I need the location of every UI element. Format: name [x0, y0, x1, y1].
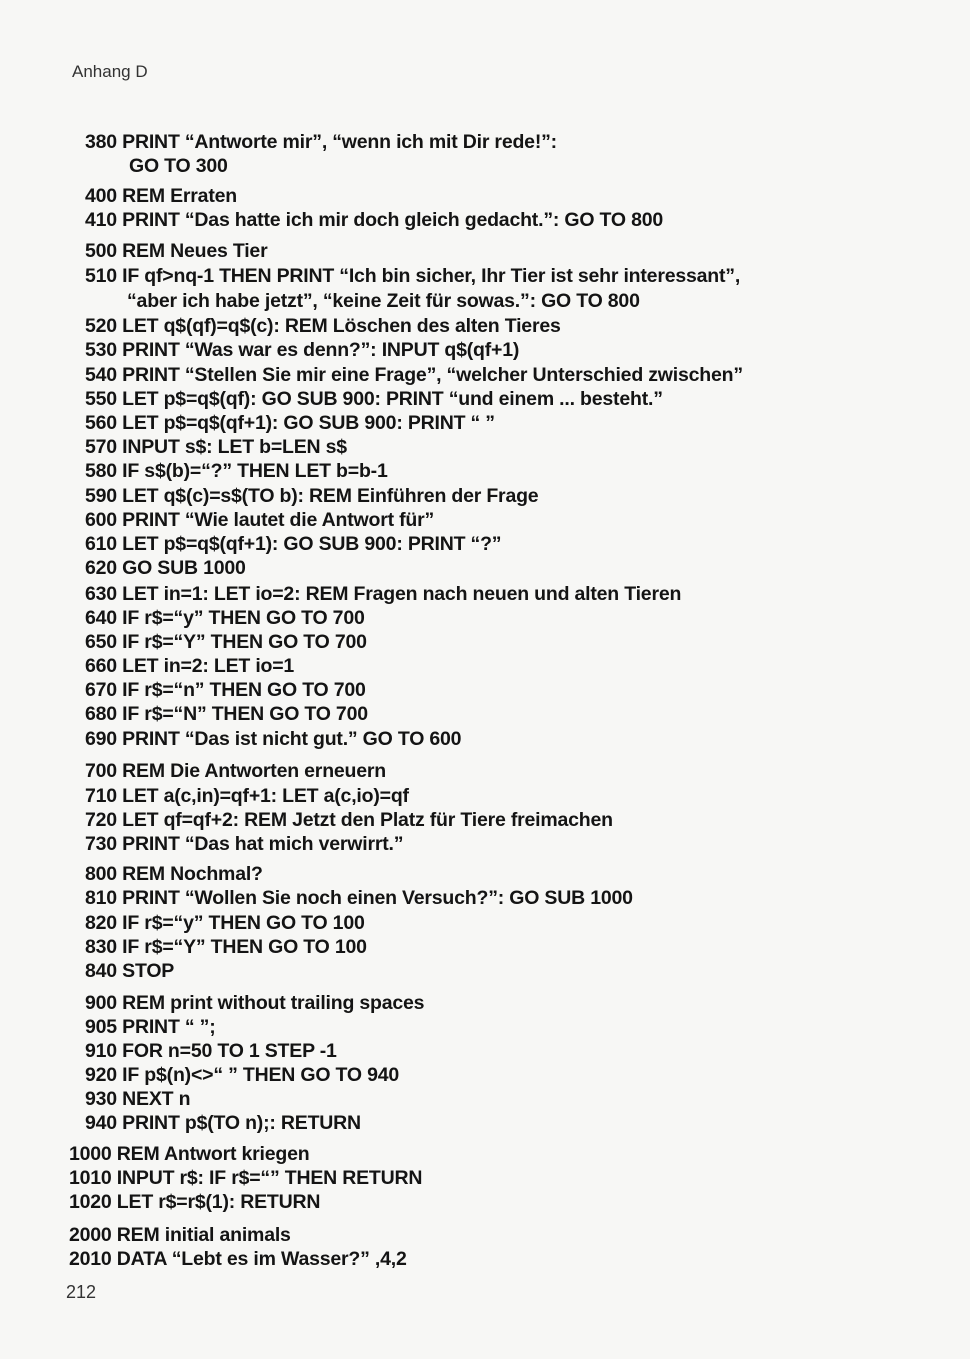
code-line: 1020 LET r$=r$(1): RETURN	[69, 1191, 321, 1213]
code-line: 630 LET in=1: LET io=2: REM Fragen nach neuen und alten Tieren	[85, 583, 682, 605]
code-line: 620 GO SUB 1000	[85, 557, 246, 579]
code-line: 610 LET p$=q$(qf+1): GO SUB 900: PRINT “?”	[85, 533, 502, 555]
code-line: “aber ich habe jetzt”, “keine Zeit für sowas.”: GO TO 800	[127, 290, 640, 312]
code-line: 910 FOR n=50 TO 1 STEP -1	[85, 1040, 337, 1062]
code-line: 570 INPUT s$: LET b=LEN s$	[85, 436, 347, 458]
code-line: 830 IF r$=“Y” THEN GO TO 100	[85, 936, 367, 958]
code-line: 905 PRINT “ ”;	[85, 1016, 216, 1038]
code-line: 680 IF r$=“N” THEN GO TO 700	[85, 703, 368, 725]
code-line: 920 IF p$(n)<>“ ” THEN GO TO 940	[85, 1064, 399, 1086]
code-line: 650 IF r$=“Y” THEN GO TO 700	[85, 631, 367, 653]
code-line: 930 NEXT n	[85, 1088, 191, 1110]
code-line: GO TO 300	[129, 155, 228, 177]
code-line: 640 IF r$=“y” THEN GO TO 700	[85, 607, 365, 629]
code-line: 510 IF qf>nq-1 THEN PRINT “Ich bin sicher, Ihr Tier ist sehr interessant”,	[85, 265, 741, 287]
code-line: 600 PRINT “Wie lautet die Antwort für”	[85, 509, 435, 531]
code-line: 1010 INPUT r$: IF r$=“” THEN RETURN	[69, 1167, 423, 1189]
code-line: 580 IF s$(b)=“?” THEN LET b=b-1	[85, 460, 388, 482]
code-line: 840 STOP	[85, 960, 175, 982]
code-line: 660 LET in=2: LET io=1	[85, 655, 295, 677]
code-line: 810 PRINT “Wollen Sie noch einen Versuch?”: GO SUB 1000	[85, 887, 633, 909]
code-line: 800 REM Nochmal?	[85, 863, 263, 885]
code-line: 560 LET p$=q$(qf+1): GO SUB 900: PRINT “ ”	[85, 412, 495, 434]
code-line: 400 REM Erraten	[85, 185, 237, 207]
code-line: 550 LET p$=q$(qf): GO SUB 900: PRINT “und einem ... besteht.”	[85, 388, 663, 410]
code-line: 710 LET a(c,in)=qf+1: LET a(c,io)=qf	[85, 785, 409, 807]
code-line: 720 LET qf=qf+2: REM Jetzt den Platz für Tiere freimachen	[85, 809, 613, 831]
code-line: 530 PRINT “Was war es denn?”: INPUT q$(qf+1)	[85, 339, 520, 361]
page-number: 212	[66, 1282, 97, 1302]
code-line: 700 REM Die Antworten erneuern	[85, 760, 387, 782]
code-line: 380 PRINT “Antworte mir”, “wenn ich mit Dir rede!”:	[85, 131, 557, 153]
code-line: 520 LET q$(qf)=q$(c): REM Löschen des alten Tieres	[85, 315, 561, 337]
section-header: Anhang D	[72, 62, 148, 81]
code-line: 690 PRINT “Das ist nicht gut.” GO TO 600	[85, 728, 462, 750]
code-line: 500 REM Neues Tier	[85, 240, 268, 262]
code-line: 590 LET q$(c)=s$(TO b): REM Einführen der Frage	[85, 485, 539, 507]
code-line: 670 IF r$=“n” THEN GO TO 700	[85, 679, 366, 701]
code-line: 1000 REM Antwort kriegen	[69, 1143, 310, 1165]
code-line: 940 PRINT p$(TO n);: RETURN	[85, 1112, 361, 1134]
code-line: 540 PRINT “Stellen Sie mir eine Frage”, “welcher Unterschied zwischen”	[85, 364, 743, 386]
code-line: 2010 DATA “Lebt es im Wasser?” ,4,2	[69, 1248, 407, 1270]
code-line: 730 PRINT “Das hat mich verwirrt.”	[85, 833, 404, 855]
code-line: 900 REM print without trailing spaces	[85, 992, 425, 1014]
code-line: 820 IF r$=“y” THEN GO TO 100	[85, 912, 365, 934]
code-line: 410 PRINT “Das hatte ich mir doch gleich gedacht.”: GO TO 800	[85, 209, 664, 231]
code-line: 2000 REM initial animals	[69, 1224, 291, 1246]
